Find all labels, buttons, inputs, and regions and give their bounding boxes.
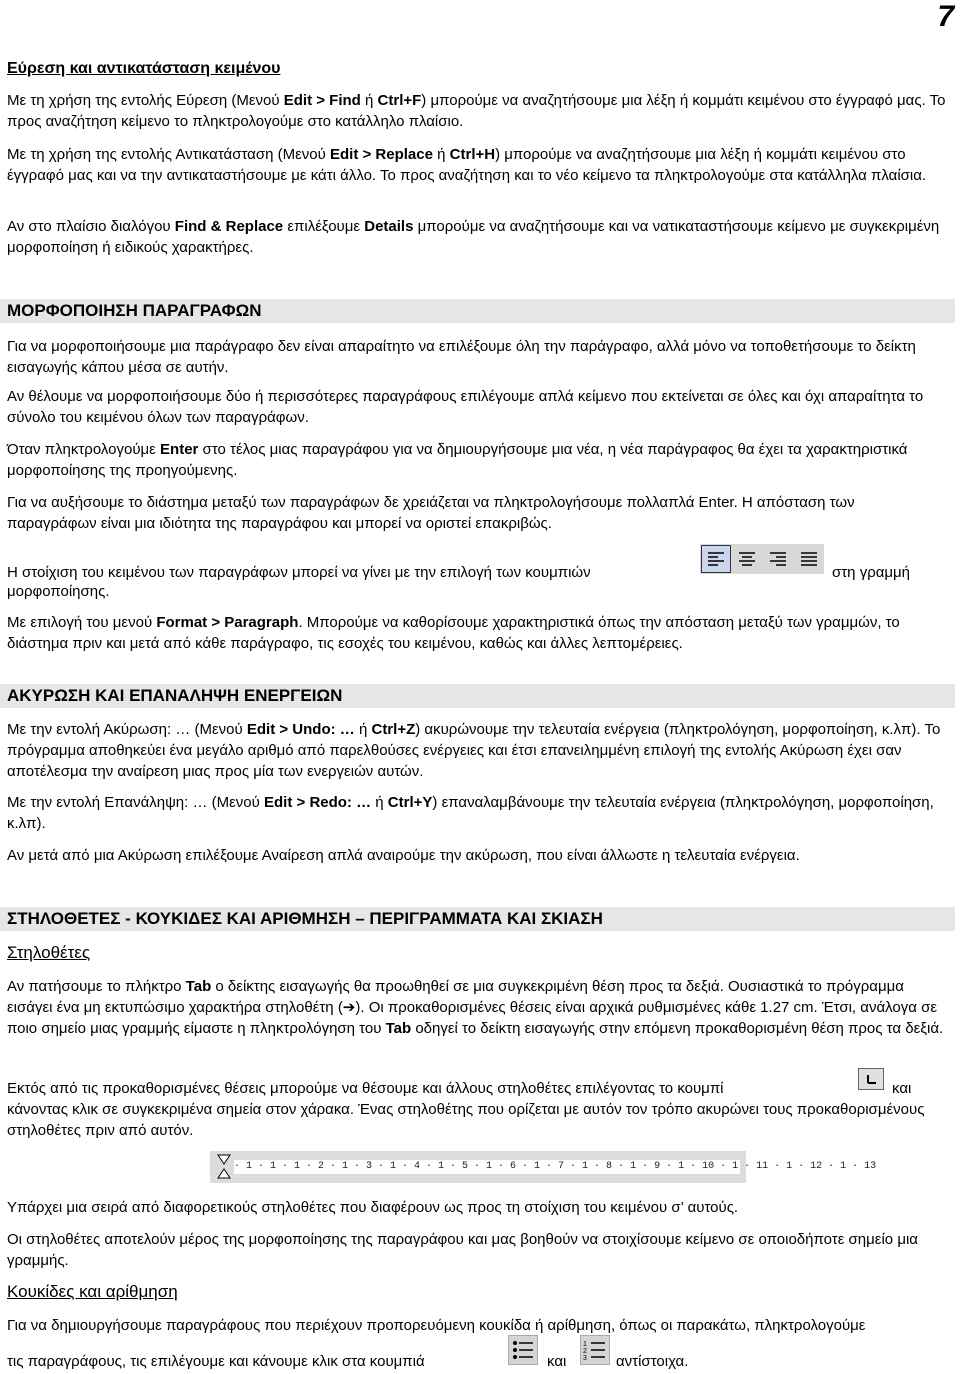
- paragraph-replace: Με τη χρήση της εντολής Αντικατάσταση (Μενού Edit > Replace ή Ctrl+H) μπορούμε να αναζητήσουμε μια λέξη ή κομμάτι κειμένου στο έγγραφό μας και να την αντικαταστήσουμε με κάτι άλλο. Το προς αναζήτηση και το νέο κείμενο τα πληκτρολογούμε στα κατάλληλα πλαίσια.: [7, 146, 927, 184]
- paragraph-custom-tabs-start: Εκτός από τις προκαθορισμένες θέσεις μπορούμε να θέσουμε και άλλους στηλοθέτες επιλέγοντας το κουμπί: [7, 1080, 724, 1097]
- ruler-scale: · 1 · 1 · 1 · 2 · 1 · 3 · 1 · 4 · 1 · 5 · 1 · 6 · 1 · 7 · 1 · 8 · 1 · 9 · 1 · 10 · 1 · 11 · 1 · 12 · 1 · 13: [234, 1161, 877, 1172]
- align-left-button[interactable]: [701, 545, 731, 573]
- horizontal-ruler[interactable]: [210, 1151, 877, 1183]
- paragraph-custom-tabs-rest: κάνοντας κλικ σε συγκεκριμένα σημεία στον χάρακα. Ένας στηλοθέτης που ορίζεται με αυτόν τον τρόπο ακυρώνει τους προκαθορισμένους στηλοθέτες πριν από αυτόν.: [7, 1101, 925, 1139]
- align-center-icon: [737, 550, 757, 568]
- paragraph-multiple: Αν θέλουμε να μορφοποιήσουμε δύο ή περισσότερες παραγράφους επιλέγουμε απλά κείμενο που εκτείνεται σε όλες και όχι απαραίτητα το σύνολο του κειμένου όλων των παραγράφων.: [7, 388, 924, 426]
- section-title-find-replace: Εύρεση και αντικατάσταση κειμένου: [7, 60, 281, 77]
- paragraph-redo: Με την εντολή Επανάληψη: … (Μενού Edit > Redo: … ή Ctrl+Y) επαναλαμβάνουμε την τελευταία ενέργεια (πληκτρολόγηση, μορφοποίηση, κ.λπ).: [7, 794, 934, 832]
- paragraph-find: Με τη χρήση της εντολής Εύρεση (Μενού Edit > Find ή Ctrl+F) μπορούμε να αναζητήσουμε μια λέξη ή κομμάτι κειμένου στο έγγραφό μας. Το προς αναζήτηση κείμενο το πληκτρολογούμε στο κατάλληλο πλαίσιο.: [7, 92, 946, 130]
- paragraph-tab-types: Υπάρχει μια σειρά από διαφορετικούς στηλοθέτες που διαφέρουν ως προς τη στοίχιση του κειμένου σ’ αυτούς.: [7, 1199, 739, 1216]
- numbering-icon: [581, 1336, 609, 1364]
- heading-paragraph-formatting: ΜΟΡΦΟΠΟΙΗΣΗ ΠΑΡΑΓΡΑΦΩΝ: [0, 299, 955, 323]
- heading-tabs-bullets: ΣΤΗΛΟΘΕΤΕΣ - ΚΟΥΚΙΔΕΣ ΚΑΙ ΑΡΙΘΜΗΣΗ – ΠΕΡΙΓΡΑΜΜΑΤΑ ΚΑΙ ΣΚΙΑΣΗ: [0, 907, 955, 931]
- paragraph-tab-key: Αν πατήσουμε το πλήκτρο Tab ο δείκτης εισαγωγής θα προωθηθεί σε μια συγκεκριμένη θέση προς τα δεξιά. Ουσιαστικά το πρόγραμμα εισάγει ένα μη εκτυπώσιμο χαρακτήρα στηλοθέτη (➔). Οι προκαθορισμένες θέσεις είναι αρχικά ρυθμισμένες κάθε 1.27 cm. Έτσι, ανάλογα σε ποιο σημείο μιας γραμμής είμαστε η πληκτρολόγηση του Tab οδηγεί το δείκτη εισαγωγής στην επόμενη προκαθορισμένη θέση προς τα δεξιά.: [7, 978, 944, 1037]
- paragraph-select-paragraph: Για να μορφοποιήσουμε μια παράγραφο δεν είναι απαραίτητο να επιλέξουμε όλη την παράγραφο, αλλά μόνο να τοποθετήσουμε το δείκτη εισαγωγής κάπου μέσα σε αυτήν.: [7, 338, 916, 376]
- paragraph-bullets-end: αντίστοιχα.: [616, 1353, 689, 1370]
- paragraph-enter: Όταν πληκτρολογούμε Enter στο τέλος μιας παραγράφου για να δημιουργήσουμε μια νέα, η νέα παράγραφος θα έχει τα χαρακτηριστικά μορφοποίησης της προηγούμενης.: [7, 441, 908, 479]
- paragraph-bullets-line1: Για να δημιουργήσουμε παραγράφους που περιέχουν προπορευόμενη κουκίδα ή αρίθμηση, όπως οι παρακάτω, πληκτρολογούμε: [7, 1317, 866, 1334]
- tab-stop-marker-icon: [216, 1153, 232, 1181]
- align-justify-button[interactable]: [794, 545, 824, 573]
- align-left-icon: [706, 550, 726, 568]
- subheading-bullets-numbering: Κουκίδες και αρίθμηση: [7, 1282, 178, 1301]
- paragraph-undo: Με την εντολή Ακύρωση: … (Μενού Edit > Undo: … ή Ctrl+Z) ακυρώνουμε την τελευταία ενέργεια (πληκτρολόγηση, μορφοποίηση, κ.λπ). Το πρόγραμμα αποθηκεύει ένα μεγάλο αριθμό από παρελθούσες ενέργειες και έτσι επανειλημμένη επιλογή της εντολής Ακύρωση έχει σαν αποτέλεσμα την αναίρεση μιας προς μία των ενεργειών αυτών.: [7, 721, 941, 780]
- paragraph-details: Αν στο πλαίσιο διαλόγου Find & Replace επιλέξουμε Details μπορούμε να αναζητήσουμε και να νατικαταστήσουμε κείμενο με συγκεκριμένη μορφοποίηση ή ειδικούς χαρακτήρες.: [7, 218, 940, 256]
- svg-text:3: 3: [583, 1355, 587, 1362]
- svg-text:2: 2: [583, 1348, 587, 1355]
- heading-undo-redo: ΑΚΥΡΩΣΗ ΚΑΙ ΕΠΑΝΑΛΗΨΗ ΕΝΕΡΓΕΙΩΝ: [0, 684, 955, 708]
- tab-selector-button[interactable]: [858, 1068, 884, 1090]
- paragraph-spacing: Για να αυξήσουμε το διάστημα μεταξύ των παραγράφων δε χρειάζεται να πληκτρολογήσουμε πολλαπλά Enter. Η απόσταση των παραγράφων είναι μια ιδιότητα της παραγράφου και μπορεί να οριστεί επακριβώς.: [7, 494, 855, 532]
- align-right-icon: [768, 550, 788, 568]
- subheading-tabs: Στηλοθέτες: [7, 943, 91, 962]
- paragraph-tabs-formatting: Οι στηλοθέτες αποτελούν μέρος της μορφοποίησης της παραγράφου και μας βοηθούν να στοιχίσουμε κείμενο σε οποιοδήποτε σημείο μια γραμμής.: [7, 1231, 918, 1269]
- paragraph-format-menu: Με επιλογή του μενού Format > Paragraph. Μπορούμε να καθορίσουμε χαρακτηριστικά όπως την απόσταση μεταξύ των γραμμών, το διάστημα πριν και μετά από κάθε παράγραφο, τις εσοχές του κειμένου, καθώς και άλλες λεπτομέρειες.: [7, 614, 900, 652]
- alignment-text-continued: στη γραμμή: [832, 564, 911, 581]
- bullets-icon: [509, 1336, 537, 1364]
- paragraph-undo-redo-note: Αν μετά από μια Ακύρωση επιλέξουμε Αναίρεση απλά αναιρούμε την ακύρωση, που είναι άλλωστε η τελευταία ενέργεια.: [7, 847, 800, 864]
- align-justify-icon: [799, 550, 819, 568]
- alignment-toolbar: [700, 544, 824, 574]
- paragraph-custom-tabs-and: και: [892, 1080, 912, 1097]
- page-number: 7: [937, 0, 954, 33]
- align-right-button[interactable]: [763, 545, 793, 573]
- paragraph-bullets-line2: τις παραγράφους, τις επιλέγουμε και κάνουμε κλικ στα κουμπιά: [7, 1353, 425, 1370]
- align-center-button[interactable]: [732, 545, 762, 573]
- svg-text:1: 1: [583, 1341, 587, 1348]
- alignment-text-line2: μορφοποίησης.: [7, 583, 110, 600]
- numbering-button[interactable]: [580, 1335, 610, 1365]
- left-tab-icon: [859, 1069, 883, 1089]
- paragraph-bullets-and: και: [547, 1353, 567, 1370]
- paragraph-alignment-text: Η στοίχιση του κειμένου των παραγράφων μπορεί να γίνει με την επιλογή των κουμπιών: [7, 564, 591, 581]
- bullets-button[interactable]: [508, 1335, 538, 1365]
